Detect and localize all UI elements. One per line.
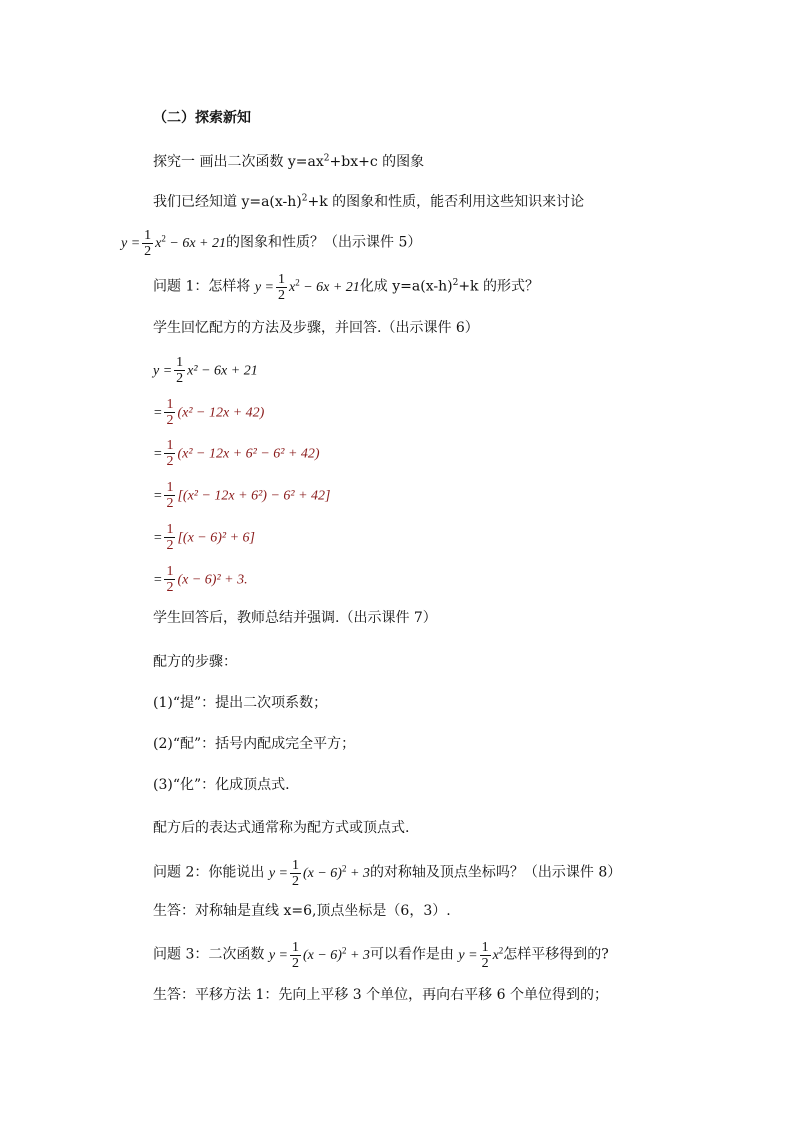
intro-l2-suffix: 的图象和性质？（出示课件 5） [226,234,422,251]
explore-heading-suffix: +bx+c 的图象 [329,154,425,170]
intro-line-2 [121,228,421,259]
explore-heading-prefix: 探究一 画出二次函数 y=ax [153,154,324,170]
note-text: 配方后的表达式通常称为配方式或顶点式. [153,820,410,836]
intro-l1-prefix: 我们已经知道 y=a(x-h) [153,194,302,210]
step-1: = $\frac{1}{2}$ (x² − 12x + 42) [153,397,265,428]
explore-heading-sup: 2 [323,153,330,164]
method-title: 配方的步骤： [153,654,237,670]
q2-suffix: 的对称轴及顶点坐标吗？（出示课件 8） [369,864,622,881]
intro-l1-sup: 2 [301,193,308,204]
q3-prefix: 问题 3：二次函数 [153,946,265,963]
step-1-expr: (x² − 12x + 42) [177,405,265,421]
answer-2: 生答：对称轴是直线 x=6,顶点坐标是（6，3）. [153,903,451,919]
q1-prefix: 问题 1：怎样将 [153,278,251,295]
step-4: = $\frac{1}{2}$ [(x − 6)² + 6] [153,522,255,553]
intro-l1-suffix: +k 的图象和性质，能否利用这些知识来讨论 [307,194,585,210]
method-item-1: (1)“提”：提出二次项系数； [153,695,328,711]
step-5: = $\frac{1}{2}$ (x − 6)² + 3. [153,564,248,595]
section-title: （二）探索新知 [153,110,251,126]
q3-middle: 可以看作是由 [369,946,454,963]
q1-formula: y = $\frac{1}{2}$ $x^2 - 6x + 21$ [254,272,360,303]
step-5-expr: (x − 6)² + 3. [177,572,248,588]
question-1 [153,272,539,303]
intro-line-1 [153,192,584,212]
method-item-3: (3)“化”：化成顶点式. [153,777,290,793]
explore-heading [153,152,424,172]
q2-formula: y = $\frac{1}{2}$ $(x - 6)^2 + 3$ [268,858,370,889]
question-2 [153,858,621,889]
step-2-expr: (x² − 12x + 6² − 6² + 42) [177,446,320,462]
step-2: = $\frac{1}{2}$ (x² − 12x + 6² − 6² + 42) [153,438,320,469]
recall-text: 学生回忆配方的方法及步骤，并回答.（出示课件 6） [153,320,479,336]
step-4-expr: [(x − 6)² + 6] [177,530,255,546]
q3-formula-2: y = $\frac{1}{2}$ $x^2$ [458,940,504,971]
q3-suffix: 怎样平移得到的? [503,946,609,963]
method-item-2: (2)“配”：括号内配成完全平方； [153,736,356,752]
teacher-summary: 学生回答后，教师总结并强调.（出示课件 7） [153,610,437,626]
question-3 [153,940,609,971]
answer-3: 生答：平移方法 1：先向上平移 3 个单位，再向右平移 6 个单位得到的； [153,987,608,1003]
intro-formula: y = $\frac{1}{2}$ $x^2 - 6x + 21$ [121,228,226,259]
q1-middle: 化成 y=a(x-h) [359,278,453,295]
step-0: y = $\frac{1}{2}$ x² − 6x + 21 [153,355,258,386]
q3-formula-1: y = $\frac{1}{2}$ $(x - 6)^2 + 3$ [268,940,370,971]
q1-sup: 2 [452,278,459,289]
step-3: = $\frac{1}{2}$ [(x² − 12x + 6²) − 6² + 42] [153,480,331,511]
step-0-expr: x² − 6x + 21 [187,363,258,379]
step-3-expr: [(x² − 12x + 6²) − 6² + 42] [177,488,331,504]
q1-suffix: +k 的形式？ [458,278,539,295]
q2-prefix: 问题 2：你能说出 [153,864,265,881]
